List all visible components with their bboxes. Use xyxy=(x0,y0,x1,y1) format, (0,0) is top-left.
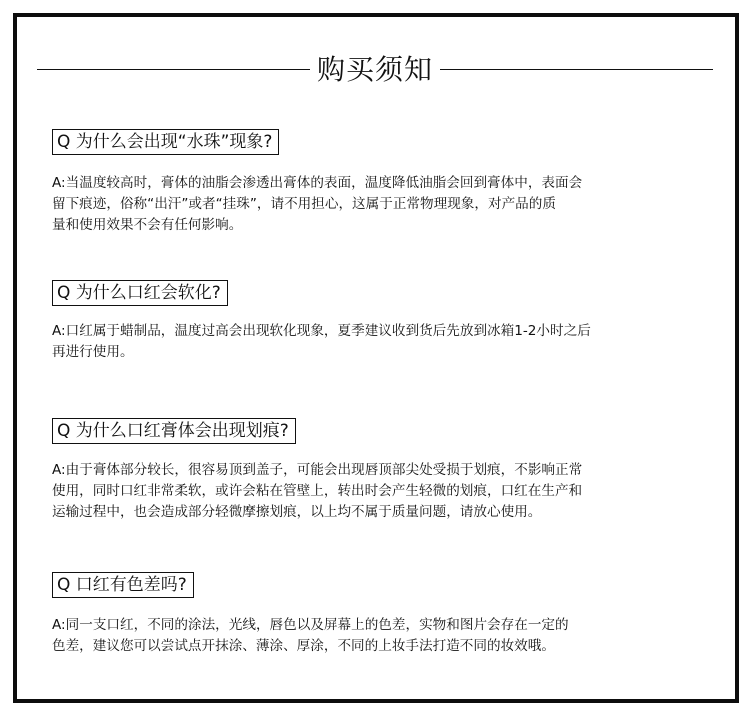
faq-answer-2 xyxy=(52,321,712,363)
faq-question-1: Q 为什么会出现“水珠”现象? xyxy=(52,129,279,155)
faq-answer-3 xyxy=(52,460,712,523)
faq-answer-1-line-2: 留下痕迹，俗称“出汗”或者“挂珠”，请不用担心，这属于正常物理现象，对产品的质 xyxy=(52,196,556,212)
faq-answer-1-line-3: 量和使用效果不会有任何影响。 xyxy=(52,217,243,233)
faq-question-3: Q 为什么口红膏体会出现划痕? xyxy=(52,418,296,444)
faq-answer-4-line-2: 色差，建议您可以尝试点开抹涂、薄涂、厚涂，不同的上妆手法打造不同的妆效哦。 xyxy=(52,638,555,654)
faq-answer-3-line-2: 使用，同时口红非常柔软，或许会粘在管壁上，转出时会产生轻微的划痕，口红在生产和 xyxy=(52,483,583,499)
faq-question-2: Q 为什么口红会软化? xyxy=(52,280,228,306)
faq-answer-4-line-1: A:同一支口红，不同的涂法，光线，唇色以及屏幕上的色差，实物和图片会存在一定的 xyxy=(52,617,569,633)
title-divider-right xyxy=(440,69,713,70)
faq-answer-2-line-1: A:口红属于蜡制品，温度过高会出现软化现象，夏季建议收到货后先放到冰箱1-2小时之后 xyxy=(52,323,591,339)
title-row xyxy=(37,52,713,88)
page-title: 购买须知 xyxy=(316,53,433,86)
faq-answer-3-line-3: 运输过程中，也会造成部分轻微摩擦划痕，以上均不属于质量问题，请放心使用。 xyxy=(52,504,542,520)
faq-answer-2-line-2: 再进行使用。 xyxy=(52,344,134,360)
faq-answer-3-line-1: A:由于膏体部分较长，很容易顶到盖子，可能会出现唇顶部尖处受损于划痕，不影响正常 xyxy=(52,462,583,478)
faq-answer-4 xyxy=(52,615,712,657)
title-divider-left xyxy=(37,69,310,70)
faq-answer-1-line-1: A:当温度较高时，膏体的油脂会渗透出膏体的表面，温度降低油脂会回到膏体中，表面会 xyxy=(52,175,583,191)
faq-question-4: Q 口红有色差吗? xyxy=(52,572,194,598)
faq-answer-1 xyxy=(52,173,712,236)
